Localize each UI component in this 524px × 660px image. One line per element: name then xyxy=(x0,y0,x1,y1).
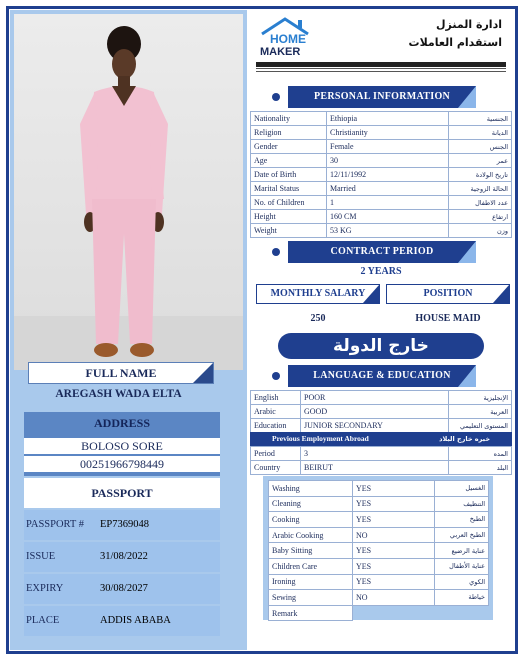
table-row: Sewing NO خياطة xyxy=(269,590,489,606)
section-bullet xyxy=(272,372,280,380)
passport-number-key: PASSPORT # xyxy=(26,519,85,530)
header-corner-triangle xyxy=(458,241,476,263)
logo-text-home: HOME xyxy=(270,32,306,46)
table-row: Children Care YES عناية الأطفال xyxy=(269,558,489,574)
address-line-2: 00251966798449 xyxy=(24,456,220,472)
language-education-header: LANGUAGE & EDUCATION xyxy=(288,365,476,387)
table-row: English POOR الإنجليزية xyxy=(251,391,512,405)
table-row: Cooking YES الطبخ xyxy=(269,512,489,528)
table-row: Date of Birth 12/11/1992 تاريخ الولادة xyxy=(251,168,512,182)
position-label: POSITION xyxy=(386,284,510,304)
table-row: Gender Female الجنس xyxy=(251,140,512,154)
passport-expiry-row xyxy=(24,574,220,604)
abroad-badge: خارج الدولة xyxy=(278,333,484,359)
table-row: Country BEIRUT البلد xyxy=(251,461,512,475)
section-bullet xyxy=(272,93,280,101)
passport-label: PASSPORT xyxy=(24,478,220,508)
candidate-figure xyxy=(14,14,243,370)
passport-number-row xyxy=(24,510,220,540)
logo-arabic-line-1: ادارة المنزل xyxy=(436,18,502,31)
previous-employment-table xyxy=(250,446,512,475)
table-row: Education JUNIOR SECONDARY المستوى التعليمي xyxy=(251,419,512,433)
table-row: Nationality Ethiopia الجنسية xyxy=(251,112,512,126)
passport-place-row xyxy=(24,606,220,636)
table-row: Age 30 عمر xyxy=(251,154,512,168)
header-rule-thin xyxy=(256,68,506,72)
previous-employment-title-ar: خبره خارج البلاد xyxy=(439,435,490,443)
section-bullet xyxy=(272,248,280,256)
logo-arabic-line-2: استقدام العاملات xyxy=(408,36,502,49)
table-row xyxy=(269,605,489,621)
contract-period-header: CONTRACT PERIOD xyxy=(288,241,476,263)
contract-years: 2 YEARS xyxy=(360,266,402,277)
address-box xyxy=(24,412,220,476)
table-row: Washing YES الغسيل xyxy=(269,481,489,497)
header-corner-triangle xyxy=(458,365,476,387)
table-row: Marital Status Married الحالة الزوجية xyxy=(251,182,512,196)
table-row: Religion Christianity الديانة xyxy=(251,126,512,140)
table-row: Arabic Cooking NO الطبخ العربي xyxy=(269,527,489,543)
logo-text-maker: MAKER xyxy=(260,46,301,58)
table-row: Cleaning YES التنظيف xyxy=(269,496,489,512)
home-maker-logo xyxy=(256,16,316,60)
header-rule-thick xyxy=(256,62,506,67)
full-name-value: AREGASH WADA ELTA xyxy=(55,388,182,400)
personal-info-table xyxy=(250,111,512,238)
address-line-1: BOLOSO SORE xyxy=(24,438,220,454)
address-label: ADDRESS xyxy=(93,416,150,430)
previous-employment-header xyxy=(250,432,512,446)
passport-issue-row xyxy=(24,542,220,572)
passport-issue-value: 31/08/2022 xyxy=(100,551,148,562)
table-row: Period 3 المده xyxy=(251,447,512,461)
passport-expiry-key: EXPIRY xyxy=(26,583,64,594)
passport-place-key: PLACE xyxy=(26,615,60,626)
passport-issue-key: ISSUE xyxy=(26,551,56,562)
candidate-photo xyxy=(14,14,243,370)
previous-employment-title: Previous Employment Abroad xyxy=(272,434,369,443)
full-name-label: FULL NAME xyxy=(28,362,214,384)
skills-table xyxy=(268,480,489,621)
language-table xyxy=(250,390,512,433)
table-row: Arabic GOOD العربية xyxy=(251,405,512,419)
label-corner-triangle xyxy=(363,285,379,303)
monthly-salary-value: 250 xyxy=(310,313,326,324)
table-row: Weight 53 KG وزن xyxy=(251,224,512,238)
position-value: HOUSE MAID xyxy=(415,313,481,324)
label-corner-triangle xyxy=(493,285,509,303)
table-row: Baby Sitting YES عناية الرضيع xyxy=(269,543,489,559)
table-row: Height 160 CM ارتفاع xyxy=(251,210,512,224)
table-row: No. of Children 1 عدد الاطفال xyxy=(251,196,512,210)
table-row: Ironing YES الكوي xyxy=(269,574,489,590)
header-corner-triangle xyxy=(458,86,476,108)
passport-expiry-value: 30/08/2027 xyxy=(100,583,148,594)
personal-info-header: PERSONAL INFORMATION xyxy=(288,86,476,108)
label-corner-triangle xyxy=(193,363,213,383)
remark-label: Remark xyxy=(269,605,353,621)
passport-number-value: EP7369048 xyxy=(100,519,150,530)
passport-place-value: ADDIS ABABA xyxy=(100,615,171,626)
monthly-salary-label: MONTHLY SALARY xyxy=(256,284,380,304)
